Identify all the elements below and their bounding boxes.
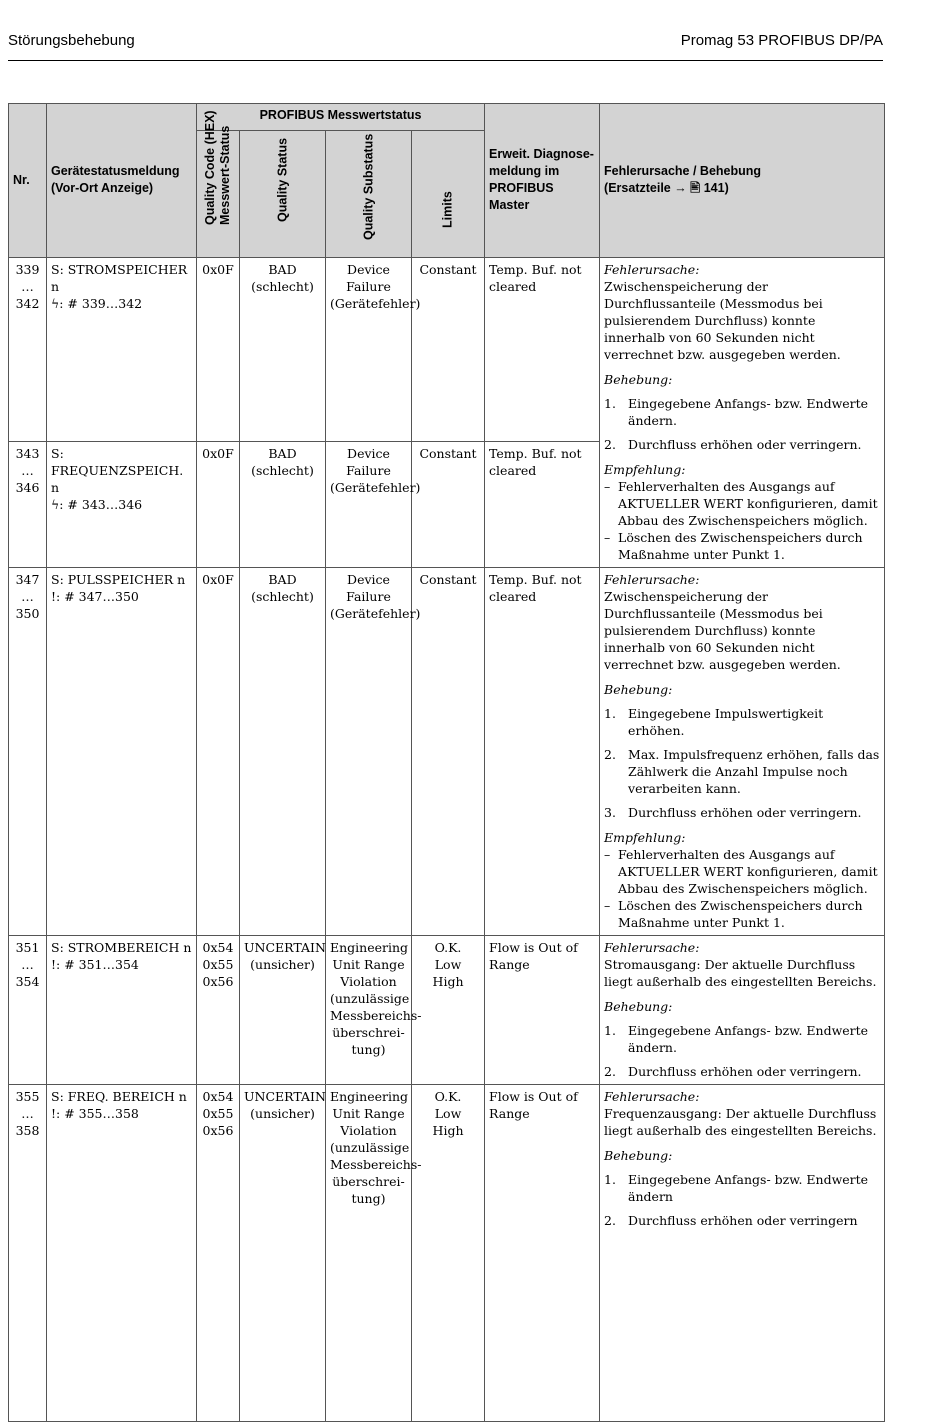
row-quality-code: 0x54 0x55 0x56: [197, 1085, 240, 1422]
row-quality-substatus: Engineering Unit Range Violation (unzulässige Messbereichs- überschrei- tung): [326, 1085, 412, 1422]
row-diagnosis: Flow is Out of Range: [485, 936, 600, 1085]
row-quality-status: UNCERTAIN (unsicher): [240, 936, 326, 1085]
table-row: [9, 568, 885, 936]
row-nr: 339 … 342: [9, 258, 47, 442]
row-diagnosis: Flow is Out of Range: [485, 1085, 600, 1422]
row-quality-code: 0x0F: [197, 442, 240, 568]
table-row: [9, 258, 885, 442]
row-quality-code: 0x54 0x55 0x56: [197, 936, 240, 1085]
row-message: S: STROMBEREICH n !: # 351…354: [47, 936, 197, 1085]
fix-label: Behebung:: [604, 372, 673, 387]
header-row-1: [9, 104, 885, 131]
fix-item: 1. Eingegebene Anfangs- bzw. Endwerte ändern.: [604, 1023, 869, 1055]
fix-item: 2. Durchfluss erhöhen oder verringern: [604, 1213, 858, 1228]
row-quality-status: BAD (schlecht): [240, 258, 326, 442]
col-diag-header: Erweit. Diagnose-meldung im PROFIBUS Master: [485, 104, 600, 258]
recommendation-label: Empfehlung:: [604, 830, 686, 845]
fix-item: 1. Eingegebene Anfangs- bzw. Endwerte ändern: [604, 1172, 869, 1204]
cause-label: Fehlerursache:: [604, 1089, 700, 1104]
cause-text: Frequenzausgang: Der aktuelle Durchfluss liegt außerhalb des eingestellten Bereichs.: [604, 1106, 877, 1138]
row-message: S: PULSSPEICHER n !: # 347…350: [47, 568, 197, 936]
row-nr: 355 … 358: [9, 1085, 47, 1422]
row-quality-status: UNCERTAIN (unsicher): [240, 1085, 326, 1422]
row-remedy: [600, 1085, 885, 1422]
row-quality-code: 0x0F: [197, 568, 240, 936]
row-message: S: FREQUENZSPEICH. n ϟ: # 343…346: [47, 442, 197, 568]
col-message-header: Gerätestatusmeldung (Vor-Ort Anzeige): [47, 104, 197, 258]
cause-text: Zwischenspeicherung der Durchflussanteile (Messmodus bei pulsierendem Durchfluss) konnte innerhalb von 60 Sekunden nicht verrechnet bzw. ausgegeben werden.: [604, 589, 841, 672]
row-limits: O.K. Low High: [412, 936, 485, 1085]
row-remedy: [600, 258, 885, 568]
fix-label: Behebung:: [604, 999, 673, 1014]
document-title: Promag 53 PROFIBUS DP/PA: [680, 32, 883, 49]
row-diagnosis: Temp. Buf. not cleared: [485, 568, 600, 936]
row-nr: 351 … 354: [9, 936, 47, 1085]
fix-item: 1. Eingegebene Impulswertigkeit erhöhen.: [604, 706, 824, 738]
cause-label: Fehlerursache:: [604, 262, 700, 277]
col-quality-substatus-header: Quality Substatus: [326, 131, 412, 258]
col-nr-header: Nr.: [9, 104, 47, 258]
row-nr: 347 … 350: [9, 568, 47, 936]
row-message: S: FREQ. BEREICH n !: # 355…358: [47, 1085, 197, 1422]
row-limits: Constant: [412, 568, 485, 936]
row-remedy: [600, 568, 885, 936]
cause-text: Stromausgang: Der aktuelle Durchfluss liegt außerhalb des eingestellten Bereichs.: [604, 957, 877, 989]
col-quality-status-header: Quality Status: [240, 131, 326, 258]
row-limits: Constant: [412, 258, 485, 442]
row-quality-status: BAD (schlecht): [240, 568, 326, 936]
fix-item: 2. Durchfluss erhöhen oder verringern.: [604, 437, 862, 452]
fix-item: 2. Max. Impulsfrequenz erhöhen, falls das Zählwerk die Anzahl Impulse noch verarbeiten kann.: [604, 747, 880, 796]
fix-item: 1. Eingegebene Anfangs- bzw. Endwerte ändern.: [604, 396, 869, 428]
fix-item: 2. Durchfluss erhöhen oder verringern.: [604, 1064, 862, 1079]
row-remedy: [600, 936, 885, 1085]
page-header: [8, 30, 883, 61]
row-message: S: STROMSPEICHER n ϟ: # 339…342: [47, 258, 197, 442]
section-title: Störungsbehebung: [8, 32, 135, 49]
col-remedy-header: Fehlerursache / Behebung (Ersatzteile → 🖹 141): [600, 104, 885, 258]
profibus-group-header: PROFIBUS Messwertstatus: [197, 104, 485, 131]
recommendation-item: – Fehlerverhalten des Ausgangs auf AKTUELLER WERT konfigurieren, damit Abbau des Zwischenspeichers möglich.: [604, 479, 878, 528]
recommendation-item: – Löschen des Zwischenspeichers durch Maßnahme unter Punkt 1.: [604, 530, 863, 562]
row-diagnosis: Temp. Buf. not cleared: [485, 442, 600, 568]
fix-label: Behebung:: [604, 682, 673, 697]
row-quality-substatus: Engineering Unit Range Violation (unzulässige Messbereichs- überschrei- tung): [326, 936, 412, 1085]
row-limits: O.K. Low High: [412, 1085, 485, 1422]
recommendation-label: Empfehlung:: [604, 462, 686, 477]
col-limits-header: Limits: [412, 131, 485, 258]
table-row: [9, 936, 885, 1085]
cause-text: Zwischenspeicherung der Durchflussanteile (Messmodus bei pulsierendem Durchfluss) konnte innerhalb von 60 Sekunden nicht verrechnet bzw. ausgegeben werden.: [604, 279, 841, 362]
row-limits: Constant: [412, 442, 485, 568]
row-quality-substatus: Device Failure (Gerätefehler): [326, 258, 412, 442]
row-quality-substatus: Device Failure (Gerätefehler): [326, 442, 412, 568]
row-diagnosis: Temp. Buf. not cleared: [485, 258, 600, 442]
row-nr: 343 … 346: [9, 442, 47, 568]
table-row: [9, 1085, 885, 1422]
col-quality-code-header: Quality Code (HEX) Messwert-Status: [197, 131, 240, 258]
fix-label: Behebung:: [604, 1148, 673, 1163]
row-quality-code: 0x0F: [197, 258, 240, 442]
cause-label: Fehlerursache:: [604, 572, 700, 587]
recommendation-item: – Löschen des Zwischenspeichers durch Maßnahme unter Punkt 1.: [604, 898, 863, 930]
row-quality-substatus: Device Failure (Gerätefehler): [326, 568, 412, 936]
cause-label: Fehlerursache:: [604, 940, 700, 955]
recommendation-item: – Fehlerverhalten des Ausgangs auf AKTUELLER WERT konfigurieren, damit Abbau des Zwischenspeichers möglich.: [604, 847, 878, 896]
diagnostics-table: [8, 103, 885, 1422]
row-quality-status: BAD (schlecht): [240, 442, 326, 568]
fix-item: 3. Durchfluss erhöhen oder verringern.: [604, 805, 862, 820]
